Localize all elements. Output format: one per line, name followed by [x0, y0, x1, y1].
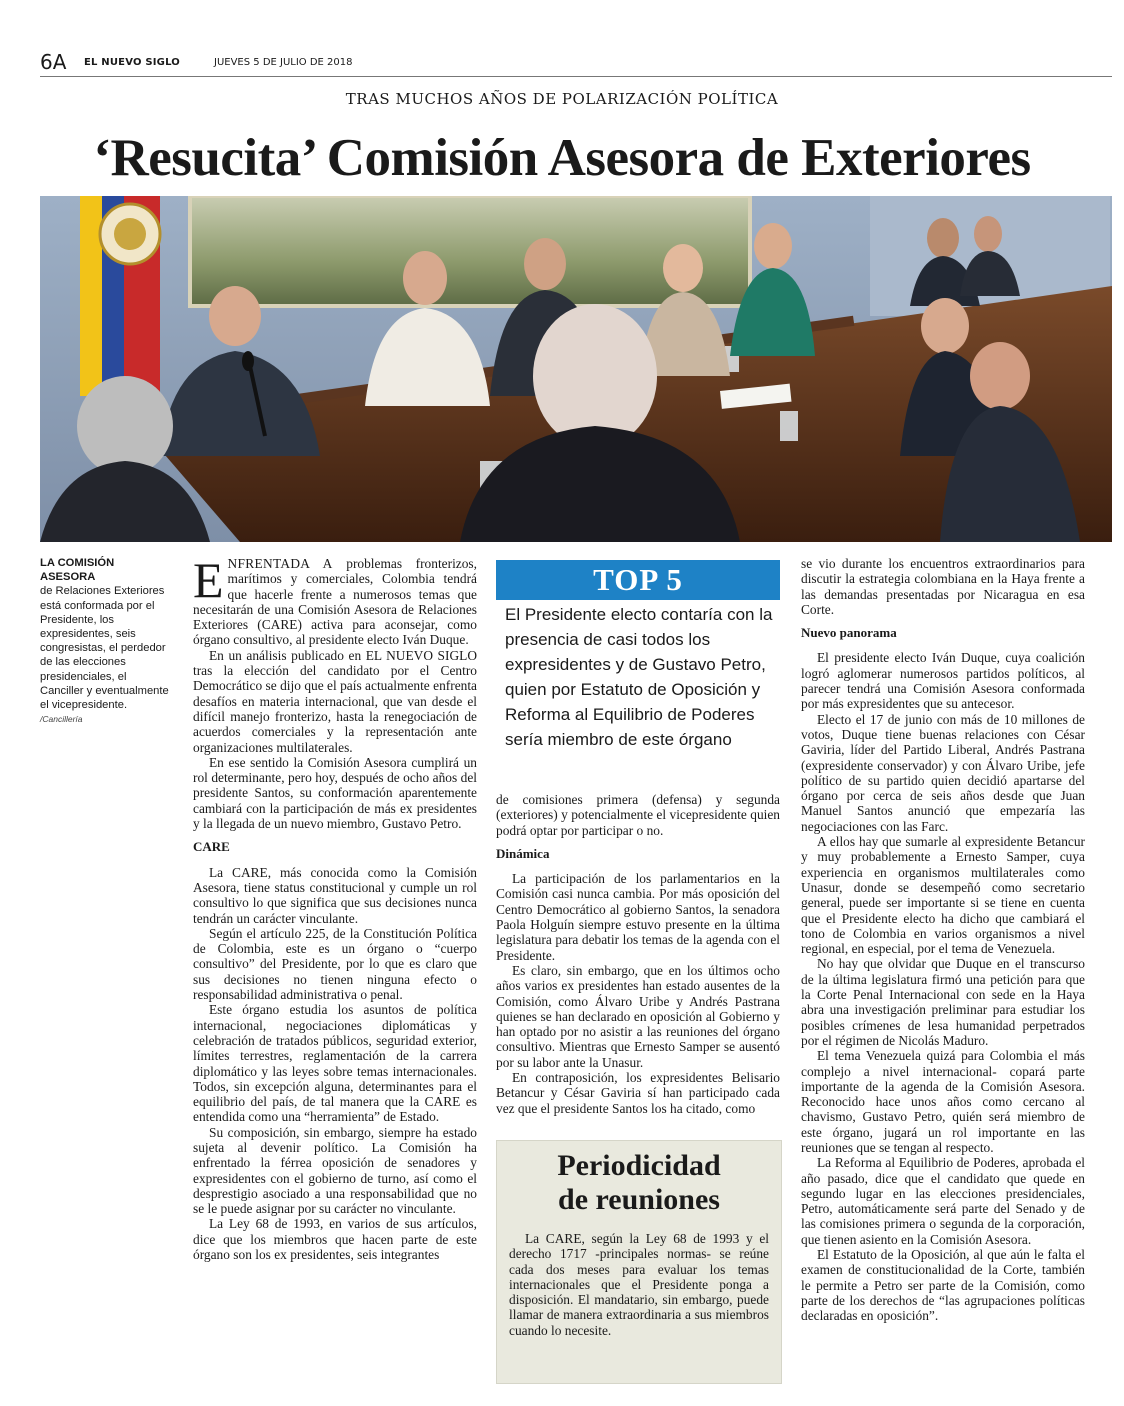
paragraph: Su composición, sin embargo, siempre ha estado sujeta al devenir político. La Comisión ha enfrentado la férrea oposición de senadores y expresidentes con el gobierno de turno, así como el desprestigio asociado a una responsabilidad que no se le puede asignar por su carácter no vinculante.	[193, 1124, 477, 1217]
paragraph: El presidente electo Iván Duque, cuya coalición logró aglomerar numerosos partidos políticos, al parecer tendrá una Comisión Asesora conformada por más expresidentes que su antecesor.	[801, 650, 1085, 712]
issue-date: JUEVES 5 DE JULIO DE 2018	[214, 57, 353, 68]
paragraph: ENFRENTADA A problemas fronterizos, marítimos y comerciales, Colombia tendrá que hacerle frente a numerosos temas que necesitarán de una Comisión Asesora de Relaciones Exteriores (CARE) activa para aconsejar, como órgano consultivo, al presidente electo Iván Duque.	[193, 552, 477, 648]
article-column-1	[193, 552, 477, 1263]
article-headline: ‘Resucita’ Comisión Asesora de Exteriores	[93, 129, 1031, 187]
top5-label: TOP 5	[496, 560, 780, 600]
paragraph: La Reforma al Equilibrio de Poderes, aprobada el año pasado, dice que el candidato que quede en segundo lugar en las elecciones presidenciales, Petro, automáticamente será parte del Senado y de las comisiones primera o segunda de la corporación, que tienen asiento en la Comisión Asesora.	[801, 1155, 1085, 1247]
photo-credit: /Cancillería	[40, 714, 83, 725]
top5-pull-quote: El Presidente electo contaría con la presencia de casi todos los expresidentes y de Gustavo Petro, quien por Estatuto de Oposición y Reforma al Equilibrio de Poderes sería miembro de este órgano	[505, 605, 773, 749]
subheading: Nuevo panorama	[801, 625, 897, 641]
paragraph: Según el artículo 225, de la Constitución Política de Colombia, este es un órgano o “cuerpo consultivo” del Presidente, por lo que es claro que sus decisiones no tienen ninguna efecto o responsabilidad administrativa o penal.	[193, 925, 477, 1003]
paragraph: Este órgano estudia los asuntos de política internacional, negociaciones diplomáticas y celebración de tratados públicos, seguridad exterior, límites terrestres, reglamentación de la carrera diplomático y las leyes sobre temas internacionales. Todos, sin excepción alguna, determinantes para el equilibrio del país, de tal manera que la CARE es entendida como una “herramienta” de Estado.	[193, 1002, 477, 1125]
article-column-2	[496, 792, 780, 1116]
paragraph: se vio durante los encuentros extraordinarios para discutir la estrategia colombiana en la Haya frente a las demandas presentadas por Nicaragua en esa Corte.	[801, 556, 1085, 617]
paragraph: En ese sentido la Comisión Asesora cumplirá un rol determinante, pero hoy, después de ocho años del presidente Santos, su conformación aparentemente cambiará con la participación de más ex presidentes y la llegada de un nuevo miembro, Gustavo Petro.	[193, 754, 477, 832]
paragraph: En un análisis publicado en EL NUEVO SIGLO tras la elección del candidato por el Centro Democrático se dijo que el país actualmente enfrenta desafíos en materia internacional, que van desde el difícil manejo fronterizo, hasta la renegociación de acuerdos comerciales y la representación ante organizaciones multilaterales.	[193, 647, 477, 755]
article-kicker: TRAS MUCHOS AÑOS DE POLARIZACIÓN POLÍTICA	[345, 90, 779, 108]
caption-text: de Relaciones Exteriores está conformada por el Presidente, los expresidentes, seis congresistas, el perdedor de las elecciones presidenciales, el Canciller y eventualmente el vicepresidente.	[40, 585, 169, 712]
subheading: CARE	[193, 839, 230, 855]
article-photo	[40, 196, 1112, 542]
subheading: Dinámica	[496, 845, 550, 861]
page-header	[40, 50, 1112, 77]
article-column-3	[801, 556, 1085, 1324]
sidebar-body: La CARE, según la Ley 68 de 1993 y el derecho 1717 -principales normas- se reúne cada dos meses para evaluar los temas internacionales que el Presidente ponga a disposición. El mandatario, sin embargo, puede llamar de manera extraordinaria a sus miembros cuando lo necesite.	[509, 1231, 769, 1338]
paragraph: El tema Venezuela quizá para Colombia el más complejo a nivel internacional- copará parte importante de la agenda de la Comisión Asesora. Reconocido hace unos años como cercano al chavismo, Gustavo Petro, quién será miembro de este órgano, jugará un rol importante en las reuniones que se tengan al respecto.	[801, 1048, 1085, 1155]
sidebar-box	[496, 1140, 782, 1384]
lead-in: NFRENTADA A	[227, 556, 333, 571]
paragraph: de comisiones primera (defensa) y segunda (exteriores) y potencialmente el vicepresidente quien podrá optar por participar o no.	[496, 792, 780, 838]
page-number: 6A	[40, 50, 67, 74]
paragraph: El Estatuto de la Oposición, al que aún le falta el examen de constitucionalidad de la Corte, también le permite a Petro ser parte de la Comisión, como parte de los derechos de “las agrupaciones políticas declaradas en oposición”.	[801, 1247, 1085, 1324]
paragraph: La Ley 68 de 1993, en varios de sus artículos, dice que los miembros que hacen parte de este órgano son los ex presidentes, seis integrantes	[193, 1216, 477, 1263]
paragraph: La CARE, más conocida como la Comisión Asesora, tiene status constitucional y cumple un rol consultivo lo que significa que sus decisiones nunca tendrán un carácter vinculante.	[193, 864, 477, 926]
paragraph: En contraposición, los expresidentes Belisario Betancur y César Gaviria sí han participado cada vez que el presidente Santos los ha citado, como	[496, 1070, 780, 1116]
sidebar-title: Periodicidad de reuniones	[557, 1149, 721, 1216]
photo-caption	[40, 556, 170, 726]
caption-head: LA COMISIÓN ASESORA	[40, 557, 115, 584]
drop-cap: E	[193, 552, 224, 608]
paragraph: No hay que olvidar que Duque en el transcurso de la última legislatura firmó una petición para que la Corte Penal Internacional con sede en la Haya abra una investigación preliminar para estudiar los posibles crímenes de lesa humanidad perpetrados por el régimen de Nicolás Maduro.	[801, 956, 1085, 1048]
meeting-photo-illustration	[40, 196, 1112, 542]
newspaper-name: EL NUEVO SIGLO	[84, 57, 180, 68]
paragraph: Es claro, sin embargo, que en los últimos ocho años varios ex presidentes han estado ausentes de la Comisión, como Álvaro Uribe y Andrés Pastrana quienes se han declarado en oposición al Gobierno y han optado por no asistir a las reuniones del órgano consultivo. Mientras que Ernesto Samper se ausentó por su labor ante la Unasur.	[496, 962, 780, 1070]
paragraph: La participación de los parlamentarios en la Comisión casi nunca cambia. Por más oposición del Centro Democrático al gobierno Santos, la senadora Paola Holguín siempre estuvo presente en la última legislatura para debatir los temas de la agenda con el Presidente.	[496, 871, 780, 963]
paragraph: Electo el 17 de junio con más de 10 millones de votos, Duque tiene buenas relaciones con César Gaviria, líder del Partido Liberal, Andrés Pastrana (expresidente conservador) y con Álvaro Uribe, jefe político de su partido quien decidió apartarse del órgano por cerca de seis años desde que Juan Manuel Santos anunció que empezaría las negociaciones con las Farc.	[801, 711, 1085, 834]
paragraph: A ellos hay que sumarle al expresidente Betancur y muy probablemente a Ernesto Samper, cuya experiencia en organismos multilaterales como Unasur, donde se desempeñó como secretario general, puede ser importante si se tiene en cuenta que el Presidente electo ha dicho que cambiará el tono de Colombia en varios organismos a nivel regional, en especial, por el tema de Venezuela.	[801, 834, 1085, 957]
